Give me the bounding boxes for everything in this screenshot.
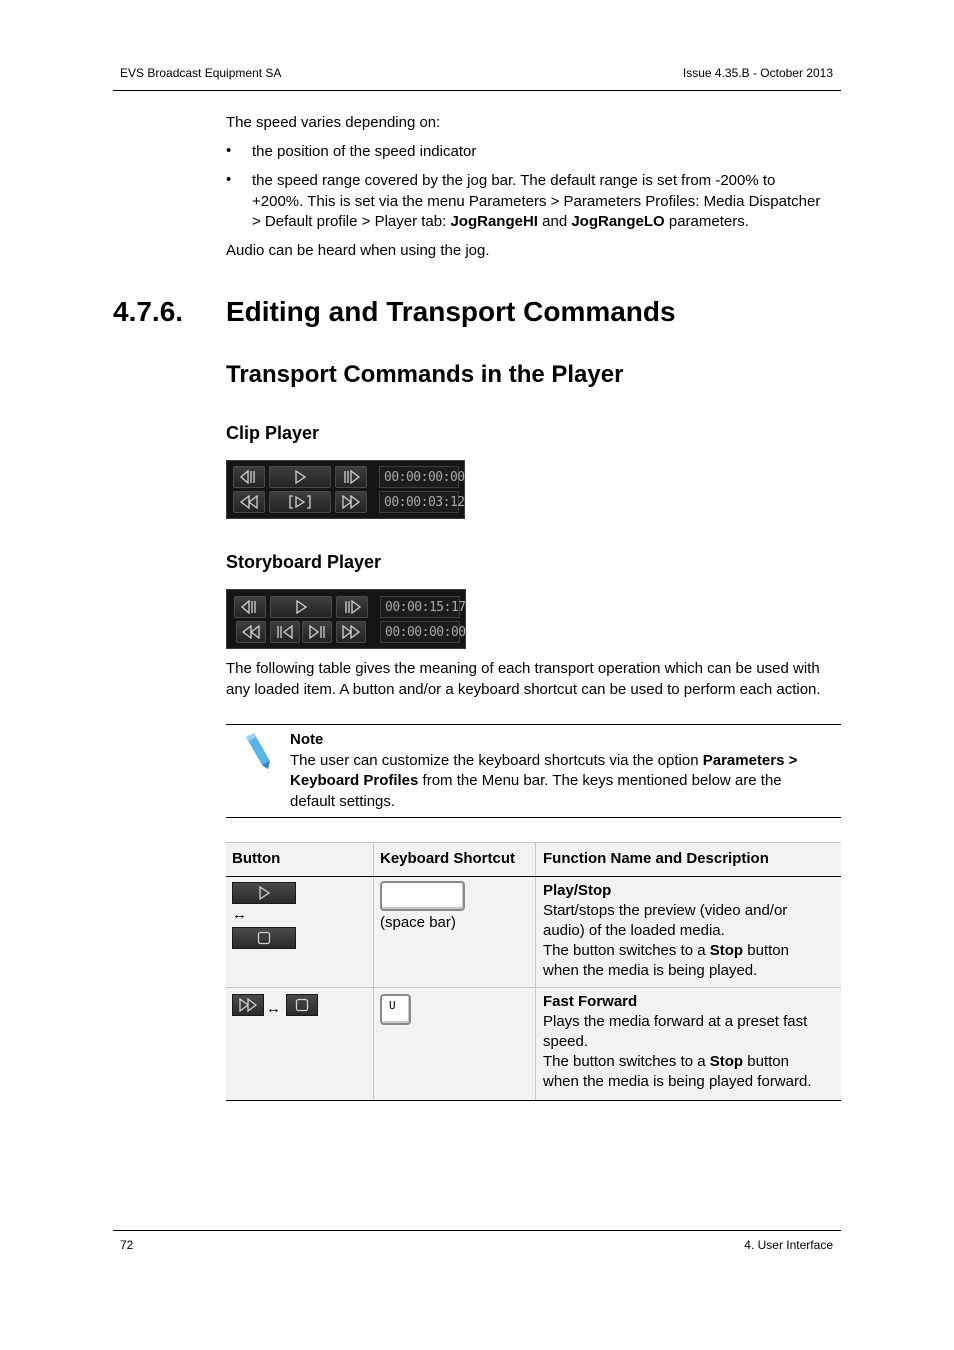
clip-player-heading: Clip Player — [226, 423, 320, 443]
table-row — [226, 877, 841, 987]
play-loop-button[interactable] — [269, 491, 331, 513]
header-company: EVS Broadcast Equipment SA — [120, 66, 282, 80]
step-forward-icon — [342, 600, 362, 614]
play-button[interactable] — [270, 596, 332, 618]
header-rule — [113, 90, 841, 91]
timecode-current: 00:00:00:00 — [379, 466, 459, 488]
subsection-title: Transport Commands in the Player — [226, 361, 624, 388]
section-number: 4.7.6. — [113, 296, 184, 327]
fast-forward-icon — [341, 625, 361, 639]
header-function: Function Name and Description — [543, 850, 769, 867]
note-top-rule — [226, 724, 841, 725]
audio-note: Audio can be heard when using the jog. — [226, 242, 490, 259]
fast-rewind-button[interactable] — [233, 491, 265, 513]
fast-rewind-icon — [239, 495, 259, 509]
space-bar-label: (space bar) — [380, 914, 456, 931]
fast-rewind-icon — [241, 625, 261, 639]
play-icon — [257, 886, 271, 900]
chapter-name: 4. User Interface — [744, 1238, 833, 1252]
stop-button[interactable] — [232, 927, 296, 949]
header-issue: Issue 4.35.B - October 2013 — [682, 66, 833, 80]
step-forward-button[interactable] — [336, 596, 368, 618]
bullet-line: the speed range covered by the jog bar. The default range is set from -200% to — [252, 172, 776, 189]
note-bottom-rule — [226, 817, 841, 818]
bullet-speed-indicator: the position of the speed indicator — [252, 143, 477, 160]
function-name: Play/Stop — [543, 882, 612, 899]
bullet-line: +200%. This is set via the menu Parameters > Parameters Profiles: Media Dispatcher — [252, 192, 821, 210]
footer-rule — [113, 1230, 841, 1231]
fast-forward-button[interactable] — [335, 491, 367, 513]
table-header-row — [226, 842, 841, 878]
param-jograngelo: JogRangeLO — [571, 213, 665, 230]
next-clip-button[interactable] — [302, 621, 332, 643]
play-icon — [293, 470, 307, 484]
play-loop-icon — [288, 495, 312, 509]
toggle-arrow: ↔ — [266, 1000, 281, 1017]
function-play-stop: Play/Stop Start/stops the preview (video and/or audio) of the loaded media. The button switches to a Stop button when the media is being played. — [537, 877, 841, 987]
next-clip-icon — [307, 625, 327, 639]
stop-button[interactable] — [286, 994, 318, 1016]
stop-icon — [257, 931, 271, 945]
section-title: Editing and Transport Commands — [226, 296, 676, 327]
storyboard-player-heading: Storyboard Player — [226, 552, 382, 572]
clip-player-panel — [226, 460, 465, 519]
timecode-duration: 00:00:00:00 — [380, 621, 460, 643]
step-back-icon — [239, 470, 259, 484]
function-name: Fast Forward — [543, 993, 638, 1010]
toggle-arrow: ↔ — [232, 906, 247, 923]
timecode-current: 00:00:15:17 — [380, 596, 460, 618]
stop-icon — [295, 998, 309, 1012]
bullet-speed-range — [252, 171, 852, 233]
function-fast-forward: Fast Forward Plays the media forward at a preset fast speed. The button switches to a Stop button when the media is being played forward. — [537, 988, 841, 1100]
header-button: Button — [232, 850, 281, 867]
table-row — [226, 988, 841, 1101]
page-number: 72 — [120, 1238, 134, 1252]
bullet-line: > Default profile > Player tab: JogRangeHI and JogRangeLO parameters. — [252, 213, 749, 230]
timecode-duration: 00:00:03:12 — [379, 491, 459, 513]
note-title: Note — [290, 731, 324, 748]
step-forward-icon — [341, 470, 361, 484]
u-key — [380, 994, 411, 1025]
pencil-icon — [242, 731, 274, 771]
step-back-button[interactable] — [234, 596, 266, 618]
bullet-dot-2: • — [226, 171, 232, 188]
play-icon — [294, 600, 308, 614]
storyboard-player-panel — [226, 589, 466, 649]
space-bar-key — [380, 881, 465, 911]
note-body: Note The user can customize the keyboard shortcuts via the option Parameters > Keyboard Profiles from the Menu bar. The keys mentioned below are the default settings. — [290, 730, 840, 812]
step-back-button[interactable] — [233, 466, 265, 488]
step-back-icon — [240, 600, 260, 614]
u-key-label: U — [389, 999, 396, 1012]
bullet-dot-1: • — [226, 142, 232, 159]
header-shortcut: Keyboard Shortcut — [380, 850, 516, 867]
table-intro: The following table gives the meaning of each transport operation which can be used with any loaded item. A button and/or a keyboard shortcut can be used to perform each action. — [226, 660, 821, 698]
previous-clip-button[interactable] — [270, 621, 300, 643]
play-button[interactable] — [232, 882, 296, 904]
fast-rewind-button[interactable] — [236, 621, 266, 643]
fast-forward-icon — [238, 998, 258, 1012]
play-button[interactable] — [269, 466, 331, 488]
fast-forward-button[interactable] — [336, 621, 366, 643]
param-jograngehi: JogRangeHI — [450, 213, 538, 230]
previous-clip-icon — [275, 625, 295, 639]
step-forward-button[interactable] — [335, 466, 367, 488]
speed-intro: The speed varies depending on: — [226, 114, 441, 131]
fast-forward-icon — [341, 495, 361, 509]
fast-forward-button[interactable] — [232, 994, 264, 1016]
